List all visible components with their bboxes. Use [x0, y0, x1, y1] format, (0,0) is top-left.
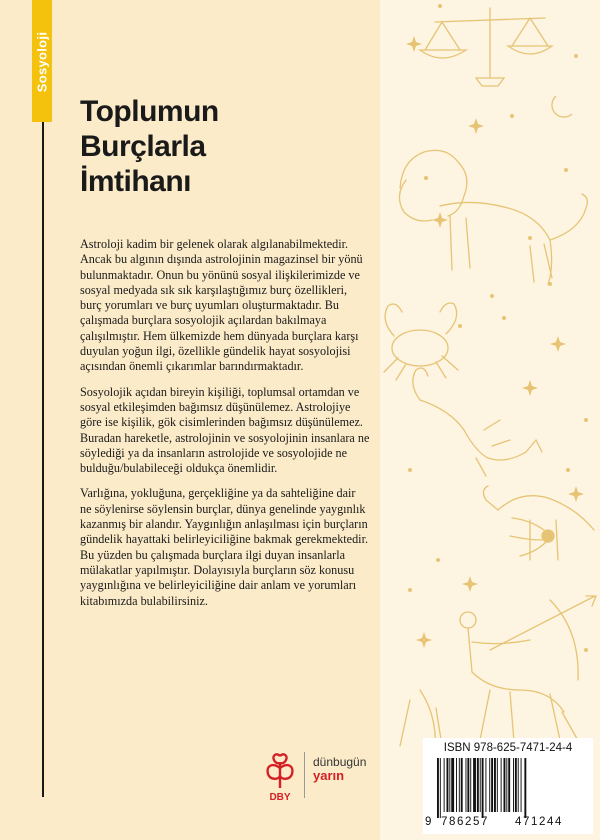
vertical-rule	[42, 122, 44, 797]
barcode-digits-left: 786257	[441, 816, 489, 828]
barcode-bar	[461, 758, 463, 812]
book-title	[80, 94, 219, 199]
sagittarius-archer-icon	[400, 596, 596, 760]
barcode-bar	[515, 758, 517, 812]
barcode-bar	[489, 758, 490, 812]
barcode-bar	[466, 758, 467, 812]
barcode-bar	[467, 758, 469, 812]
publisher-logo-text: DBY	[269, 792, 291, 803]
category-tab-label: Sosyoloji	[34, 31, 50, 93]
barcode-bar	[449, 758, 450, 812]
barcode-bar	[497, 758, 498, 812]
blurb-paragraph-2: Sosyolojik açıdan bireyin kişiliği, toplumsal ortamdan ve sosyal etkileşimden bağımsız düşünülemez. Astrolojiye göre ise kişilik, gök cisimlerinden bağımsız düşünülemez. Buradan hareketle, astrolojinin ve sosyolojinin insanlara ne söylediği ya da insanların astrolojide ve sosyolojide ne bulduğu/bulabileceği oldukça önemlidir.	[80, 384, 370, 476]
blurb-paragraph-3: Varlığına, yokluğuna, gerçekliğine ya da sahteliğine dair ne söylenirse söylensin burçlar, dünya genelinde yaygınlık kazanmış bir alandır. Yaygınlığın anlaşılması için burçların gündelik hayattaki belirleyiciliğine bakmak gerekmektedir. Bu yüzden bu çalışmada burçlara ilgi duyan insanlarla mülakatlar yapılmıştır. Dolayısıyla burçların söz konusu yaygınlığına ve belirleyiciliğine dair anlam ve yorumları kitabımızda bulabilirsiniz.	[80, 486, 369, 608]
barcode-bar	[524, 758, 526, 818]
isbn-barcode-block	[423, 738, 593, 834]
barcode-bar	[501, 758, 502, 812]
comet-icon	[510, 518, 554, 556]
barcode-bar	[456, 758, 457, 812]
barcode-digit-first: 9	[425, 816, 432, 828]
barcode-bar	[470, 758, 471, 812]
star-dots	[408, 4, 588, 652]
blurb-text	[80, 237, 370, 619]
isbn-label: ISBN 978-625-7471-24-4	[443, 742, 573, 754]
leo-lion-icon	[399, 150, 587, 284]
publisher-logo-icon	[262, 748, 298, 804]
zodiac-illustration	[380, 0, 600, 840]
barcode-bar	[494, 758, 496, 812]
barcode-bar	[440, 758, 441, 818]
barcode-bar	[513, 758, 514, 812]
publisher-name-line-1: dünbugün	[313, 755, 367, 769]
scorpio-scorpion-icon	[413, 368, 542, 476]
publisher-name-line-2: yarın	[313, 768, 345, 783]
barcode-bar	[508, 758, 510, 812]
moon-icon	[552, 96, 572, 117]
barcode-bar	[504, 758, 506, 812]
barcode-bar	[506, 758, 507, 812]
barcode-bar	[521, 758, 522, 812]
barcode-bar	[473, 758, 476, 812]
book-title-line-2: Burçlarla	[80, 130, 206, 163]
barcode-bar	[480, 758, 481, 812]
libra-scales-icon	[420, 8, 552, 86]
barcode-bar	[451, 758, 454, 812]
barcode-digits-right: 471244	[515, 816, 563, 828]
book-title-line-1: Toplumun	[80, 95, 219, 128]
barcode-bar	[482, 758, 484, 818]
blurb-paragraph-1: Astroloji kadim bir gelenek olarak algılanabilmektedir. Ancak bu algının dışında astrolojinin magazinsel bir yönü bulunmaktadır. Onun bu yönünü sosyal ilişkilerimizde ve sosyal medyada sık sık karşılaştığımız burç özellikleri, burç yorumları ve burç uyumları oluşturmaktadır. Bu çalışmada burçlara sosyolojik açılardan bakılmaya çalışılmıştır. Hem ülkemizde hem dünyada burçlara karşı duyulan yoğun ilgi, özellikle gündelik hayat sosyolojisi açısından önemli çıkarımlar barındırmaktadır.	[80, 237, 363, 374]
barcode-bar	[444, 758, 445, 812]
zodiac-illustration-panel	[380, 0, 600, 840]
barcode-bar	[491, 758, 493, 812]
barcode-bar	[437, 758, 439, 818]
publisher-separator	[304, 752, 305, 798]
barcode-bar	[518, 758, 519, 812]
barcode-bar	[447, 758, 449, 812]
barcode-bar	[459, 758, 460, 812]
book-title-line-3: İmtihanı	[80, 165, 192, 198]
barcode-bar	[485, 758, 486, 812]
barcode-icon	[433, 758, 583, 818]
barcode-bar	[477, 758, 479, 812]
